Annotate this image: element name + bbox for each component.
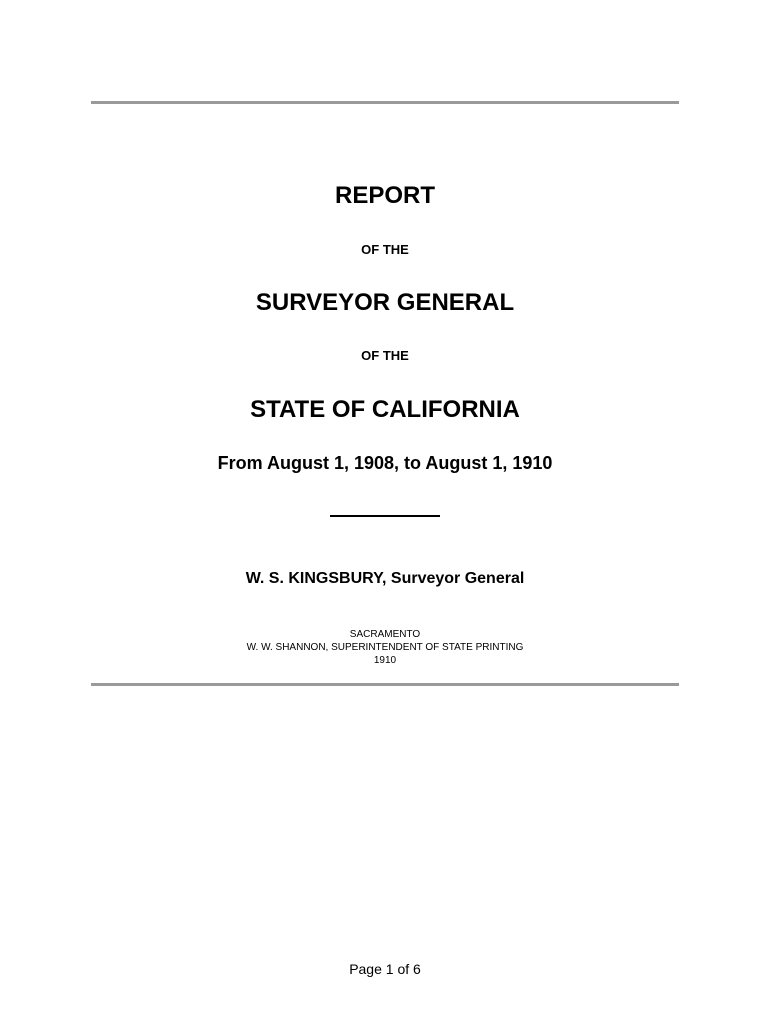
- report-heading: REPORT: [334, 182, 435, 209]
- of-the-connector-1: OF THE: [361, 242, 409, 257]
- surveyor-general-heading: SURVEYOR GENERAL: [255, 289, 515, 316]
- of-the-connector-2: OF THE: [361, 348, 409, 363]
- top-rule: [91, 101, 679, 104]
- state-heading: STATE OF CALIFORNIA: [250, 396, 520, 423]
- imprint-place: SACRAMENTO: [349, 629, 421, 640]
- bottom-rule: [91, 683, 679, 686]
- imprint-year: 1910: [373, 655, 397, 666]
- page-number: Page 1 of 6: [349, 961, 421, 977]
- title-divider: [330, 515, 440, 517]
- report-period: From August 1, 1908, to August 1, 1910: [217, 453, 553, 473]
- author-line: W. S. KINGSBURY, Surveyor General: [245, 570, 525, 587]
- imprint-printer: W. W. SHANNON, SUPERINTENDENT OF STATE PRINTING: [246, 642, 524, 653]
